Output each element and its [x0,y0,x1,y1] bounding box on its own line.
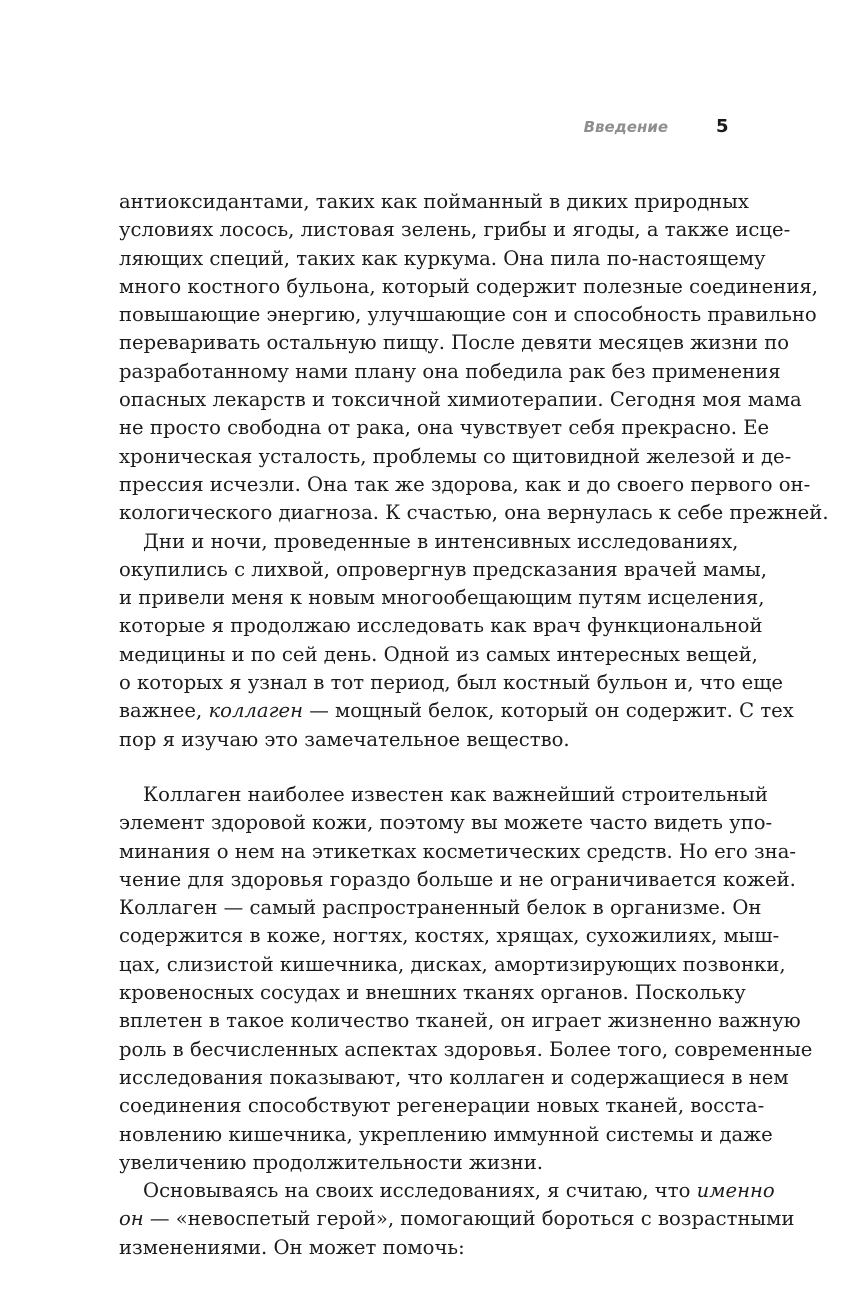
text-line: кологического диагноза. К счастью, она вернулась к себе прежней. [119,501,829,525]
text-line: не просто свободна от рака, она чувствует себя прекрасно. Ее [119,416,770,440]
text-line: о которых я узнал в тот период, был костный бульон и, что еще [119,671,784,695]
text-line: изменениями. Он может помочь: [119,1235,465,1259]
paragraph [119,528,794,754]
text-line: прессия исчезли. Она так же здорова, как и до своего первого он- [119,472,811,496]
text-line: Коллаген — самый распространенный белок в организме. Он [119,896,762,920]
chapter-title: Введение [583,118,668,136]
text-line: медицины и по сей день. Одной из самых интересных вещей, [119,642,758,666]
text-line: и привели меня к новым многообещающим путям исцеления, [119,586,765,610]
text-line: ляющих специй, таких как куркума. Она пила по-настоящему [119,246,766,270]
text-line: которые я продолжаю исследовать как врач функциональной [119,614,763,638]
body-text [119,188,829,1262]
text-line: антиоксидантами, таких как пойманный в диких природных [119,190,749,213]
paragraph [119,1177,795,1262]
text-line: увеличению продолжительности жизни. [119,1150,544,1174]
text-line: окупились с лихвой, опровергнув предсказания врачей мамы, [119,557,767,581]
text-line: хроническая усталость, проблемы со щитовидной железой и де- [119,444,792,468]
text-line: много костного бульона, который содержит полезные соединения, [119,274,818,298]
section-break [119,754,727,781]
text-line: содержится в коже, ногтях, костях, хрящах, сухожилиях, мыш- [119,924,780,948]
text-line: элемент здоровой кожи, поэтому вы можете часто видеть упо- [119,811,773,835]
page-number: 5 [716,116,729,137]
text-line: кровеносных сосудах и внешних тканях органов. Поскольку [119,981,746,1005]
paragraph [119,188,829,528]
text-line: минания о нем на этикетках косметических средств. Но его зна- [119,839,797,863]
text-line: он — «невоспетый герой», помогающий бороться с возрастными [119,1207,795,1231]
text-line: вплетен в такое количество тканей, он играет жизненно важную [119,1009,801,1033]
text-line: Дни и ночи, проведенные в интенсивных исследованиях, [143,529,739,553]
text-line: разработанному нами плану она победила рак без применения [119,359,781,383]
text-line: чение для здоровья гораздо больше и не ограничивается кожей. [119,867,796,891]
text-line: повышающие энергию, улучшающие сон и способность правильно [119,303,817,327]
text-line: соединения способствуют регенерации новых тканей, восста- [119,1094,765,1118]
text-line: условиях лосось, листовая зелень, грибы и ягоды, а также исце- [119,218,791,242]
paragraph [119,781,813,1177]
text-line: Коллаген наиболее известен как важнейший строительный [143,782,768,806]
text-line: роль в бесчисленных аспектах здоровья. Более того, современные [119,1037,813,1061]
running-head [0,116,844,142]
text-line: новлению кишечника, укреплению иммунной системы и даже [119,1122,773,1146]
text-line: Основываясь на своих исследованиях, я считаю, что именно [143,1179,775,1203]
text-line: важнее, коллаген — мощный белок, который он содержит. С тех [119,699,794,723]
text-line: цах, слизистой кишечника, дисках, амортизирующих позвонки, [119,952,786,976]
text-line: опасных лекарств и токсичной химиотерапии. Сегодня моя мама [119,388,802,412]
text-line: пор я изучаю это замечательное вещество. [119,727,570,751]
text-line: исследования показывают, что коллаген и содержащиеся в нем [119,1065,789,1089]
text-line: переваривать остальную пищу. После девяти месяцев жизни по [119,331,790,355]
